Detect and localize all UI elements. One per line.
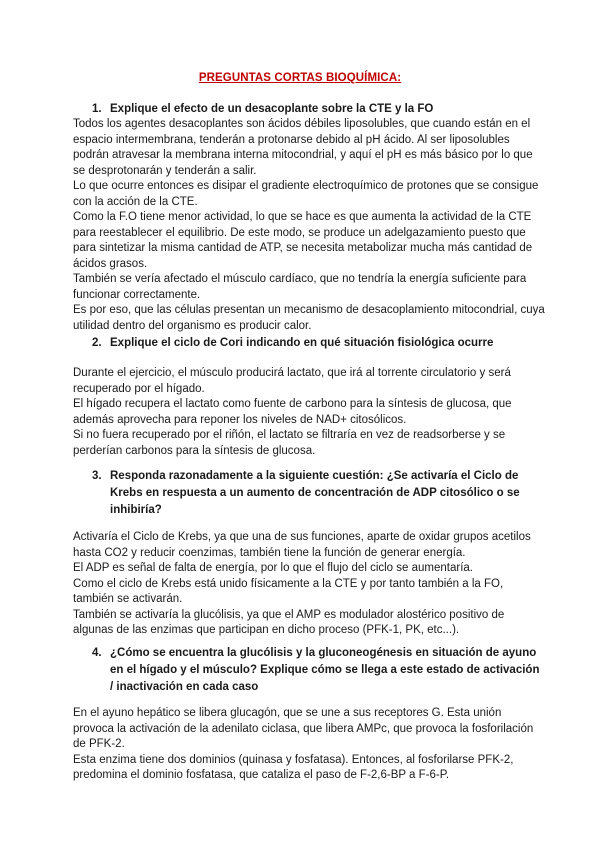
answer-line: Como la F.O tiene menor actividad, lo que se hace es que aumenta la actividad de la CTE — [73, 211, 532, 223]
answer-line: para reestablecer el equilibrio. De este modo, se produce un adelgazamiento puesto que — [73, 226, 526, 239]
question-line: en el hígado y el músculo? Explique cómo se llega a este estado de activación — [110, 664, 540, 676]
question-number: 1. — [92, 103, 102, 115]
question-line: inhibiría? — [110, 504, 162, 516]
answer-line: hasta CO2 y reducir coenzimas, también tiene la función de generar energía. — [73, 546, 466, 559]
answer-line: El hígado recupera el lactato como fuente de carbono para la síntesis de glucosa, que — [73, 398, 512, 410]
question-line: Krebs en respuesta a un aumento de concentración de ADP citosólico o se — [110, 487, 520, 499]
answer-line: recuperado por el hígado. — [73, 382, 205, 395]
answer-line: espacio intermembrana, tenderán a protonarse debido al pH ácido. Al ser liposolubles — [73, 133, 510, 146]
answer-line: ácidos grasos. — [73, 257, 148, 270]
question-number: 3. — [92, 470, 102, 482]
answer-line: predomina el dominio fosfatasa, que cataliza el paso de F-2,6-BP a F-6-P. — [73, 769, 450, 781]
answer-line: También se vería afectado el músculo cardíaco, que no tendría la energía suficiente para — [73, 273, 527, 285]
answer-line: Todos los agentes desacoplantes son ácidos débiles liposolubles, que cuando están en el — [73, 118, 531, 130]
answer-line: se desprotonarán y tenderán a salir. — [73, 164, 257, 177]
answer-2 — [73, 366, 512, 459]
answer-line: Lo que ocurre entonces es disipar el gradiente electroquímico de protones que se consigue — [73, 180, 539, 192]
answer-line: Como el ciclo de Krebs está unido físicamente a la CTE y por tanto también a la FO, — [73, 577, 504, 590]
answer-line: de PFK-2. — [73, 738, 125, 750]
question-text — [110, 468, 530, 519]
answer-line: En el ayuno hepático se libera glucagón, que se une a sus receptores G. Esta unión — [73, 707, 502, 719]
answer-line: Activaría el Ciclo de Krebs, ya que una de sus funciones, aparte de oxidar grupos acetilos — [73, 531, 531, 543]
answer-line: También se activaría la glucólisis, ya que el AMP es modulador alostérico positivo de — [73, 608, 505, 621]
answer-3 — [73, 530, 531, 639]
answer-line: algunas de las enzimas que participan en dicho proceso (PFK-1, PK, etc...). — [73, 624, 460, 636]
question-line: / inactivación en cada caso — [110, 681, 259, 693]
question-line: ¿Cómo se encuentra la glucólisis y la gluconeogénesis en situación de ayuno — [110, 647, 537, 659]
question-number: 2. — [92, 337, 102, 349]
answer-line: El ADP es señal de falta de energía, por lo que el flujo del ciclo se aumentaría. — [73, 562, 473, 574]
answer-line: también se activarán. — [73, 593, 183, 605]
question-text: Explique el ciclo de Cori indicando en qué situación fisiológica ocurre — [110, 337, 494, 349]
answer-line: Si no fuera recuperado por el riñón, el lactato se filtraría en vez de readsorberse y se — [73, 429, 506, 441]
answer-line: utilidad dentro del organismo es producir calor. — [73, 319, 312, 332]
answer-line: Durante el ejercicio, el músculo producirá lactato, que irá al torrente circulatorio y será — [73, 367, 511, 379]
question-number: 4. — [92, 647, 102, 659]
question-text — [110, 645, 540, 696]
answer-line: además aprovecha para reponer los niveles de NAD+ citosólicos. — [73, 413, 407, 426]
answer-line: perderían carbonos para la síntesis de glucosa. — [73, 444, 316, 457]
question-text: Explique el efecto de un desacoplante sobre la CTE y la FO — [110, 103, 434, 115]
document-title: PREGUNTAS CORTAS BIOQUÍMICA: — [198, 72, 402, 84]
answer-line: con la acción de la CTE. — [73, 195, 198, 208]
answer-line: para sintetizar la misma cantidad de ATP, se necesita metabolizar mucha más cantidad de — [73, 242, 533, 254]
answer-1 — [73, 117, 545, 334]
question-line: Responda razonadamente a la siguiente cuestión: ¿Se activaría el Ciclo de — [110, 470, 519, 482]
answer-line: Esta enzima tiene dos dominios (quinasa y fosfatasa). Entonces, al fosforilarse PFK-2, — [73, 753, 514, 766]
answer-line: funcionar correctamente. — [73, 288, 201, 301]
answer-4 — [73, 706, 533, 784]
answer-line: provoca la activación de la adenilato ciclasa, que libera AMPc, que provoca la fosforilación — [73, 722, 534, 735]
answer-line: podrán atravesar la membrana interna mitocondrial, y aquí el pH es más básico por lo que — [73, 149, 533, 161]
answer-line: Es por eso, que las células presentan un mecanismo de desacoplamiento mitocondrial, cuya — [73, 304, 545, 316]
